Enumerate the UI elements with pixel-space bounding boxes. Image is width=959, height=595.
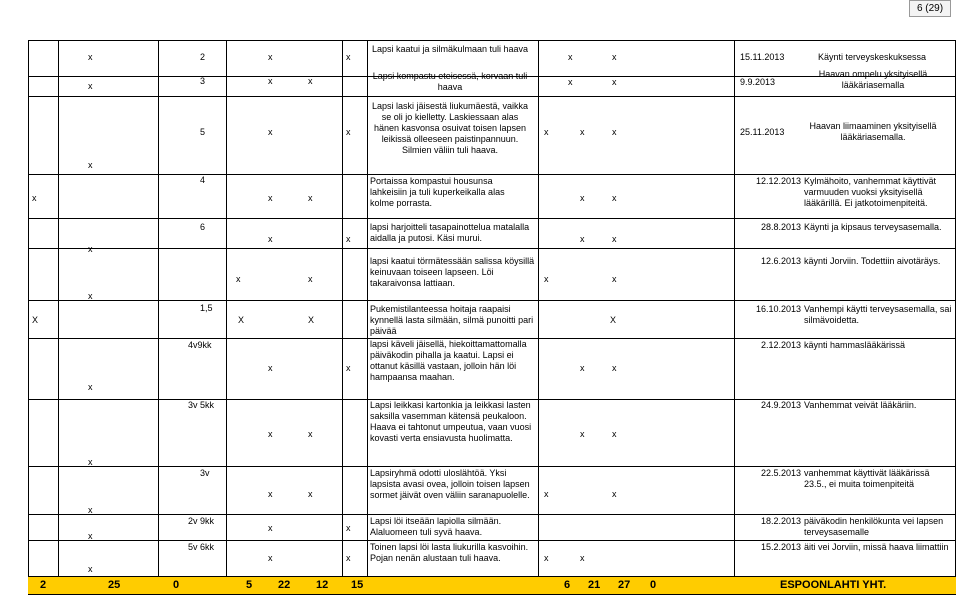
cell-mark: x bbox=[88, 52, 93, 62]
total-value: 5 bbox=[246, 579, 253, 591]
incident-description: Lapsi löi itseään lapiolla silmään. Alaluomeen tuli syvä haava. bbox=[370, 516, 502, 537]
total-value: 6 bbox=[564, 579, 571, 591]
cell-mark: x bbox=[580, 429, 585, 439]
total-value: 12 bbox=[316, 579, 329, 591]
cell-count: 2 bbox=[200, 52, 206, 62]
cell-mark: x bbox=[580, 234, 585, 244]
cell-count: 1,5 bbox=[200, 303, 213, 313]
incident-action: päiväkodin henkilökunta vei lapsen terveysasemalle bbox=[804, 516, 944, 537]
incident-description: lapsi käveli jäisellä, hiekoittamattomalla päiväkodin pihalla ja kaatui. Lapsi ei ottanut käsillä vastaan, jolloin hän löi hampaansa maahan. bbox=[370, 339, 527, 382]
cell-count: 5 bbox=[200, 127, 206, 137]
cell-mark: x bbox=[568, 77, 573, 87]
totals-label: ESPOONLAHTI YHT. bbox=[780, 579, 887, 591]
cell-mark: x bbox=[88, 505, 93, 515]
incident-action: Käynti ja kipsaus terveysasemalla. bbox=[804, 222, 942, 232]
incident-date: 9.9.2013 bbox=[740, 77, 776, 87]
cell-mark: x bbox=[612, 77, 617, 87]
incident-date: 2.12.2013 bbox=[761, 340, 802, 350]
cell-mark: x bbox=[268, 52, 273, 62]
cell-mark: x bbox=[268, 363, 273, 373]
cell-count: 3 bbox=[200, 76, 206, 86]
cell-mark: x bbox=[612, 52, 617, 62]
cell-mark: x bbox=[88, 81, 93, 91]
cell-mark: x bbox=[580, 127, 585, 137]
incident-date: 28.8.2013 bbox=[761, 222, 802, 232]
cell-mark: x bbox=[346, 553, 351, 563]
cell-count: 6 bbox=[200, 222, 206, 232]
cell-mark: x bbox=[544, 553, 549, 563]
cell-mark: x bbox=[88, 291, 93, 301]
cell-mark: x bbox=[544, 274, 549, 284]
cell-mark: x bbox=[268, 523, 273, 533]
cell-mark: x bbox=[612, 127, 617, 137]
cell-mark: x bbox=[308, 429, 313, 439]
cell-mark: X bbox=[238, 315, 245, 325]
incident-table bbox=[28, 15, 956, 595]
incident-action: Haavan liimaaminen yksityisellä lääkäriasemalla. bbox=[809, 121, 937, 142]
cell-mark: x bbox=[580, 553, 585, 563]
incident-description: Lapsi kaatui ja silmäkulmaan tuli haava bbox=[371, 44, 529, 54]
cell-mark: x bbox=[580, 193, 585, 203]
cell-mark: x bbox=[268, 429, 273, 439]
incident-description: lapsi harjoitteli tasapainottelua matalalla aidalla ja putosi. Käsi murui. bbox=[370, 222, 530, 243]
cell-count: 4 bbox=[200, 175, 206, 185]
cell-mark: x bbox=[268, 127, 273, 137]
total-value: 2 bbox=[40, 579, 47, 591]
total-value: 21 bbox=[588, 579, 601, 591]
cell-mark: x bbox=[236, 274, 241, 284]
incident-action: Vanhempi käytti terveysasemalla, sai silmävoidetta. bbox=[804, 304, 952, 325]
incident-description: Portaissa kompastui housunsa lahkeisiin ja tuli kuperkeikalla alas kolme porrasta. bbox=[370, 176, 505, 208]
cell-mark: X bbox=[308, 315, 315, 325]
cell-mark: x bbox=[88, 160, 93, 170]
cell-mark: x bbox=[544, 127, 549, 137]
cell-mark: x bbox=[568, 52, 573, 62]
incident-date: 12.12.2013 bbox=[756, 176, 802, 186]
cell-mark: x bbox=[308, 489, 313, 499]
cell-mark: x bbox=[88, 244, 93, 254]
incident-description: Lapsi leikkasi kartonkia ja leikkasi lasten saksilla vasemman kätensä peukaloon. Haava ei tahtonut umpeutua, vaan vuosi kovasti verta ensiavusta huolimatta. bbox=[370, 400, 532, 443]
cell-count: 3v bbox=[200, 468, 210, 478]
cell-mark: x bbox=[88, 564, 93, 574]
incident-description: lapsi kaatui törmätessään salissa köysillä keinuvaan toiseen lapseen. Löi takaraivonsa lattiaan. bbox=[370, 256, 535, 288]
incident-date: 22.5.2013 bbox=[761, 468, 802, 478]
cell-mark: x bbox=[612, 234, 617, 244]
cell-mark: x bbox=[346, 127, 351, 137]
cell-count: 3v 5kk bbox=[188, 400, 215, 410]
incident-date: 12.6.2013 bbox=[761, 256, 802, 266]
cell-mark: x bbox=[308, 193, 313, 203]
cell-mark: x bbox=[268, 76, 273, 86]
incident-date: 16.10.2013 bbox=[756, 304, 802, 314]
totals-row bbox=[28, 577, 956, 594]
total-value: 25 bbox=[108, 579, 121, 591]
cell-mark: x bbox=[346, 523, 351, 533]
incident-date: 18.2.2013 bbox=[761, 516, 802, 526]
cell-mark: x bbox=[268, 193, 273, 203]
cell-mark: x bbox=[544, 489, 549, 499]
incident-action: Haavan ompelu yksityisellä lääkäriasemalla bbox=[818, 69, 928, 90]
incident-date: 24.9.2013 bbox=[761, 400, 802, 410]
incident-description: Lapsiryhmä odotti uloslähtöä. Yksi lapsista avasi ovea, jolloin toisen lapsen sormet jäivät oven väliin saranapuolelle. bbox=[370, 468, 530, 500]
cell-mark: x bbox=[88, 382, 93, 392]
cell-mark: x bbox=[346, 52, 351, 62]
cell-mark: x bbox=[612, 274, 617, 284]
cell-mark: x bbox=[580, 363, 585, 373]
incident-action: Vanhemmat veivät lääkäriin. bbox=[804, 400, 917, 410]
incident-date: 15.11.2013 bbox=[740, 52, 785, 62]
cell-count: 4v9kk bbox=[188, 340, 212, 350]
cell-mark: x bbox=[612, 363, 617, 373]
cell-count: 5v 6kk bbox=[188, 542, 215, 552]
cell-mark: X bbox=[32, 315, 39, 325]
cell-mark: x bbox=[346, 234, 351, 244]
cell-mark: X bbox=[610, 315, 617, 325]
cell-mark: x bbox=[612, 429, 617, 439]
incident-action: Kylmähoito, vanhemmat käyttivät varmuuden vuoksi yksityisellä lääkärillä. Ei jatkotoimenpiteitä. bbox=[804, 176, 937, 208]
cell-mark: x bbox=[268, 489, 273, 499]
cell-mark: x bbox=[88, 457, 93, 467]
cell-mark: x bbox=[612, 489, 617, 499]
incident-action: Käynti terveyskeskuksessa bbox=[818, 52, 927, 62]
incident-action: käynti hammaslääkärissä bbox=[804, 340, 906, 350]
cell-mark: x bbox=[308, 274, 313, 284]
total-value: 15 bbox=[351, 579, 364, 591]
cell-mark: x bbox=[268, 553, 273, 563]
incident-date: 15.2.2013 bbox=[761, 542, 802, 552]
incident-date: 25.11.2013 bbox=[740, 127, 785, 137]
incident-action: vanhemmat käyttivät lääkärissä 23.5., ei muita toimenpiteitä bbox=[804, 468, 930, 489]
incident-action: äiti vei Jorviin, missä haava liimattiin bbox=[804, 542, 949, 552]
cell-mark: x bbox=[88, 531, 93, 541]
cell-mark: x bbox=[308, 76, 313, 86]
cell-mark: x bbox=[346, 363, 351, 373]
incident-description: Lapsi laski jäisestä liukumäestä, vaikka se oli jo kielletty. Laskiessaan alas hänen kasvonsa osuivat toisen lapsen leikissä olleeseen paistinpannuun. Silmien väliin tuli haava. bbox=[371, 101, 529, 155]
incident-action: käynti Jorviin. Todettiin aivotäräys. bbox=[804, 256, 941, 266]
cell-count: 2v 9kk bbox=[188, 516, 215, 526]
incident-description: Pukemistilanteessa hoitaja raapaisi kynnellä lasta silmään, silmä punoitti pari päivää bbox=[370, 304, 534, 336]
total-value: 0 bbox=[173, 579, 180, 591]
total-value: 0 bbox=[650, 579, 657, 591]
total-value: 22 bbox=[278, 579, 291, 591]
incident-description: Toinen lapsi löi lasta liukurilla kasvoihin. Pojan nenän alustaan tuli haava. bbox=[370, 542, 529, 563]
cell-mark: x bbox=[268, 234, 273, 244]
page-number: 6 (29) bbox=[909, 0, 951, 17]
total-value: 27 bbox=[618, 579, 631, 591]
cell-mark: x bbox=[612, 193, 617, 203]
cell-mark: x bbox=[32, 193, 37, 203]
incident-description: Lapsi kompastu eteisessä, korvaan tuli haava bbox=[372, 71, 528, 92]
